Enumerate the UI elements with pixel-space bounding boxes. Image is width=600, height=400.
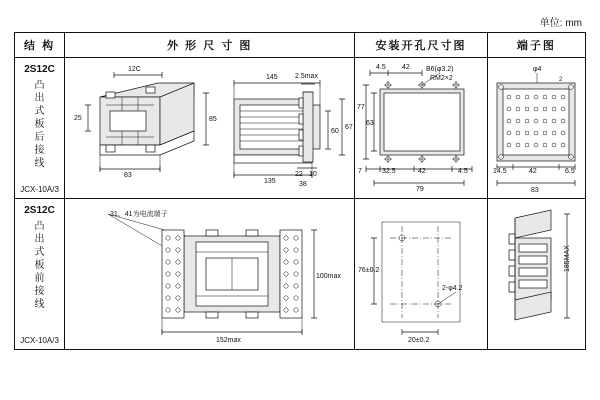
- dim-10: 10: [309, 171, 317, 178]
- dim-85: 85: [209, 116, 217, 123]
- row2-desc-7: 线: [34, 299, 45, 310]
- outline-strip-detail: [287, 70, 347, 190]
- row1-desc-4: 板: [34, 119, 45, 130]
- row2-terminal-cell: [487, 199, 585, 350]
- dim-83: 83: [124, 172, 132, 179]
- row1-desc: [16, 79, 63, 170]
- dim-67: 67: [345, 124, 353, 131]
- row1-desc-7: 线: [34, 158, 45, 169]
- dim-145: 145: [266, 74, 278, 81]
- header-mounting: 安装开孔尺寸图: [355, 33, 487, 58]
- dim-63: 63: [366, 120, 375, 127]
- row2-desc-1: 凸: [34, 221, 45, 232]
- dim-20: 20±0.2: [408, 337, 430, 344]
- dim-42-term: 42: [528, 168, 537, 175]
- dim-4_5-bot: 4.5: [458, 168, 469, 175]
- row1-terminal-cell: [487, 58, 585, 199]
- row2-desc: [16, 220, 63, 311]
- dim-79: 79: [416, 186, 425, 193]
- header-structure: 结 构: [15, 33, 65, 58]
- dim-12C: 12C: [128, 66, 141, 73]
- row2-outline-cell: [65, 199, 355, 350]
- dim-152max: 152max: [216, 337, 241, 344]
- note-current-terminals: 31、41为电流端子: [110, 211, 168, 218]
- table-row: [15, 199, 586, 350]
- terminal-drawing-row1: [489, 59, 583, 197]
- row2-model: 2S12C: [24, 205, 55, 216]
- mounting-drawing-row1: [356, 59, 484, 197]
- dim-6_5: 6.5: [564, 168, 575, 175]
- row2-desc-3: 式: [34, 247, 45, 258]
- dim-14_5: 14.5: [492, 168, 507, 175]
- row1-desc-3: 式: [34, 106, 45, 117]
- row1-desc-1: 凸: [34, 80, 45, 91]
- dim-RM2: RM2×2: [430, 75, 454, 82]
- dim-25: 25: [74, 115, 82, 122]
- outline-left-view: [74, 66, 217, 179]
- dim-42-top: 42: [402, 64, 411, 71]
- row1-desc-6: 接: [34, 145, 45, 156]
- dim-76: 76±0.2: [358, 267, 380, 274]
- unit-note: 单位: mm: [539, 18, 582, 29]
- dim-4_5-top: 4.5: [376, 64, 387, 71]
- row2-desc-5: 前: [34, 273, 45, 284]
- row1-desc-5: 后: [34, 132, 45, 143]
- dim-22: 22: [295, 171, 303, 178]
- row2-mounting-cell: [355, 199, 487, 350]
- dim-7: 7: [358, 168, 363, 175]
- dim-2_5max: 2.5max: [295, 73, 319, 80]
- dim-2-phi4_2: 2-φ4.2: [442, 285, 463, 292]
- row1-desc-2: 出: [34, 93, 45, 104]
- dim-32_5: 32.5: [382, 168, 397, 175]
- dimension-table: [14, 32, 586, 350]
- dim-B6: B6(φ3.2): [426, 66, 454, 73]
- table-header-row: [15, 33, 586, 58]
- dim-phi4: φ4: [532, 66, 542, 73]
- row1-model: 2S12C: [24, 64, 55, 75]
- dim-42-bot: 42: [418, 168, 427, 175]
- terminal-num-2: 2: [558, 77, 563, 83]
- terminal-drawing-row2: [489, 200, 583, 348]
- row2-desc-6: 接: [34, 286, 45, 297]
- header-outline: 外 形 尺 寸 图: [65, 33, 355, 58]
- dim-135: 135: [264, 178, 276, 185]
- row2-subcode: JCX-10A/3: [20, 336, 59, 345]
- dim-60: 60: [331, 128, 339, 135]
- row2-desc-2: 出: [34, 234, 45, 245]
- dim-77: 77: [357, 104, 366, 111]
- row2-structure-cell: [15, 199, 65, 350]
- dim-185max: 185MAX: [563, 245, 571, 272]
- row1-mounting-cell: [355, 58, 487, 199]
- row1-structure-cell: [15, 58, 65, 199]
- row2-desc-4: 板: [34, 260, 45, 271]
- dim-100max: 100max: [316, 273, 341, 280]
- row1-subcode: JCX-10A/3: [20, 185, 59, 194]
- dim-38: 38: [299, 181, 307, 188]
- header-terminal: 端子图: [487, 33, 585, 58]
- mounting-drawing-row2: [356, 200, 484, 348]
- row1-outline-cell: [65, 58, 355, 199]
- table-row: [15, 58, 586, 199]
- dim-83-term: 83: [530, 187, 539, 194]
- outline-drawing-row2: [66, 200, 352, 348]
